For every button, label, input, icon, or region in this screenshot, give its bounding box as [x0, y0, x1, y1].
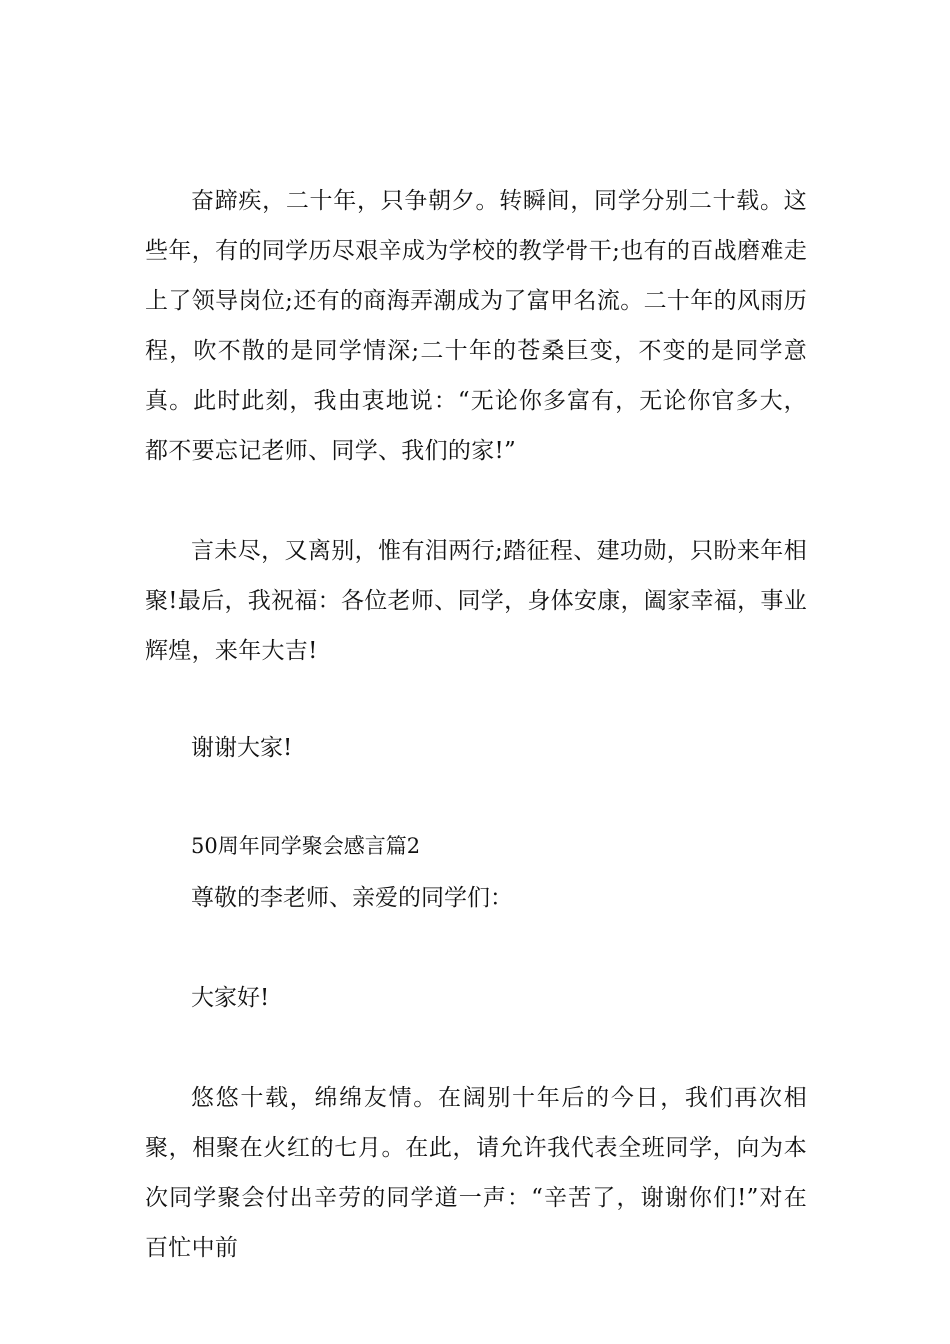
thanks-line: 谢谢大家! [191, 735, 293, 761]
paragraph-2: 言未尽，又离别，惟有泪两行;踏征程、建功勋，只盼来年相聚!最后，我祝福：各位老师、同学，身体安康，阖家幸福，事业辉煌，来年大吉! [145, 538, 807, 664]
greeting: 大家好! [191, 985, 270, 1011]
paragraph-1: 奋蹄疾，二十年，只争朝夕。转瞬间，同学分别二十载。这些年，有的同学历尽艰辛成为学校的教学骨干;也有的百战磨难走上了领导岗位;还有的商海弄潮成为了富甲名流。二十年的风雨历程，吹不散的是同学情深;二十年的苍桑巨变，不变的是同学意真。此时此刻，我由衷地说：“无论你多富有，无论你官多大，都不要忘记老师、同学、我们的家!” [145, 188, 807, 464]
section-title: 50周年同学聚会感言篇2 [191, 834, 421, 858]
paragraph-3: 悠悠十载，绵绵友情。在阔别十年后的今日，我们再次相聚，相聚在火红的七月。在此，请允许我代表全班同学，向为本次同学聚会付出辛劳的同学道一声：“辛苦了，谢谢你们!”对在百忙中前 [145, 1085, 807, 1261]
salutation: 尊敬的李老师、亲爱的同学们： [191, 885, 513, 911]
